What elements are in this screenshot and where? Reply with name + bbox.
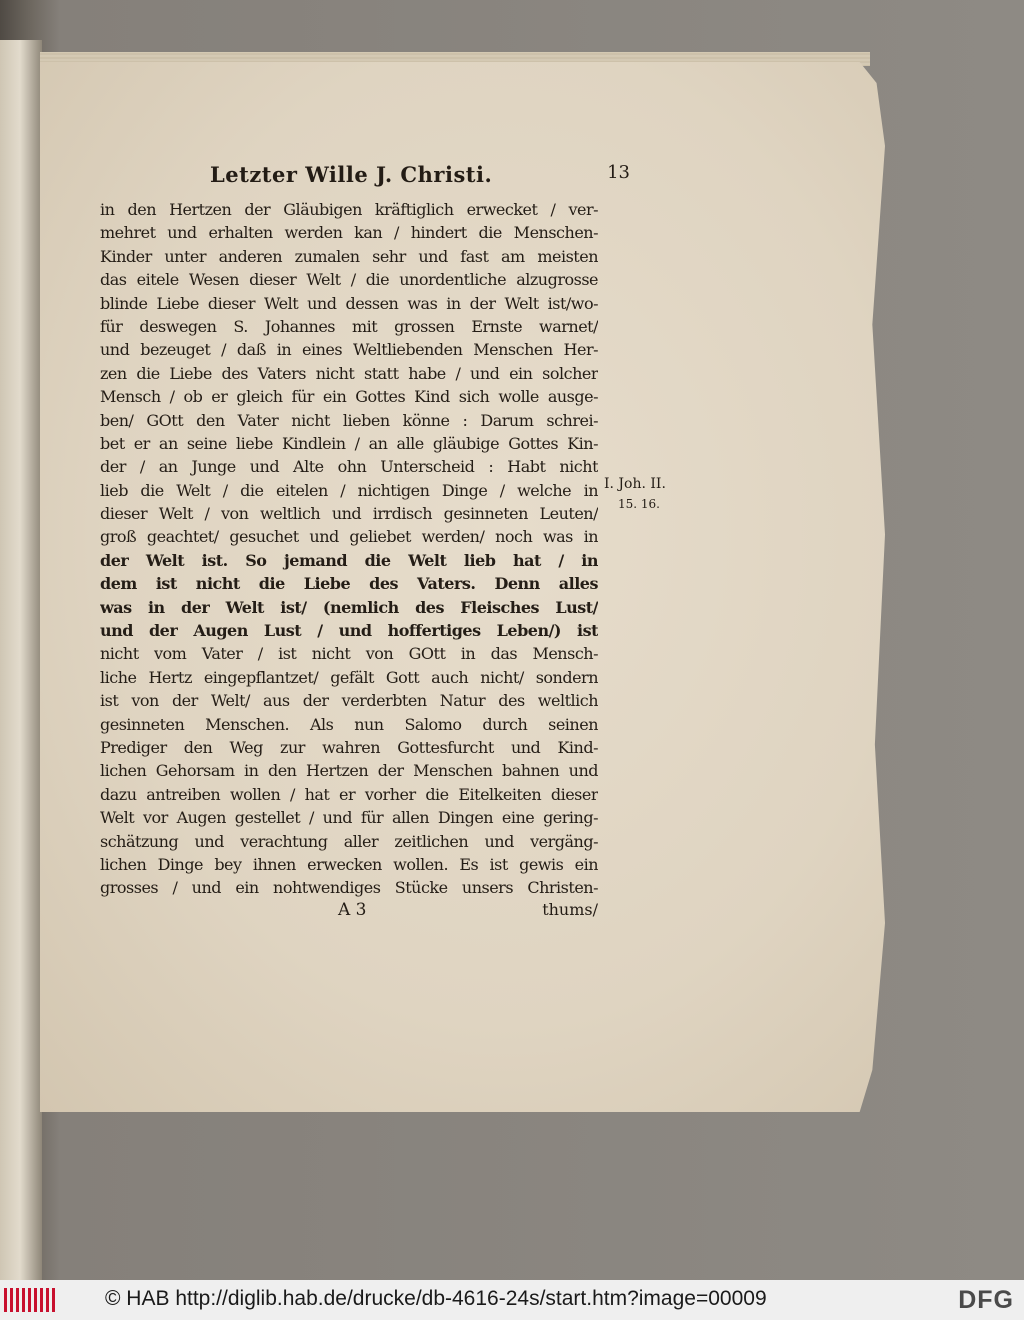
- text-line: blinde Liebe dieser Welt und dessen was in der Welt ist/wo-: [100, 293, 598, 313]
- footer-permalink[interactable]: © HAB http://diglib.hab.de/drucke/db-4616-24s/start.htm?image=00009: [105, 1287, 767, 1310]
- text-line: für deswegen S. Johannes mit grossen Ernste warnet/: [100, 316, 598, 336]
- text-line: was in der Welt ist/ (nemlich des Fleisches Lust/: [100, 597, 598, 617]
- text-line: dazu antreiben wollen / hat er vorher die Eitelkeiten dieser: [100, 784, 598, 804]
- text-line: bet er an seine liebe Kindlein / an alle gläubige Gottes Kin-: [100, 433, 598, 453]
- running-title: Letzter Wille J. Christi.: [210, 162, 493, 187]
- margin-note-line: I. Joh. II.: [604, 476, 666, 492]
- catch-line: [100, 900, 598, 926]
- text-line: Welt vor Augen gestellet / und für allen Dingen eine gering-: [100, 808, 598, 828]
- text-line: und bezeuget / daß in eines Weltliebenden Menschen Her-: [100, 340, 598, 360]
- margin-note: [604, 474, 684, 514]
- text-line: in den Hertzen der Gläubigen kräftiglich erwecket / ver-: [100, 200, 598, 219]
- text-line: dem ist nicht die Liebe des Vaters. Denn alles: [100, 574, 598, 594]
- footer-bar: [0, 1280, 1024, 1320]
- body-text: [100, 198, 598, 900]
- page-number: 13: [607, 162, 630, 183]
- barcode-icon: [4, 1288, 56, 1312]
- text-line: groß geachtet/ gesuchet und geliebet werden/ noch was in: [100, 527, 598, 547]
- text-line: zen die Liebe des Vaters nicht statt habe / und ein solcher: [100, 363, 598, 383]
- text-line: schätzung und verachtung aller zeitlichen und vergäng-: [100, 831, 598, 851]
- text-line: mehret und erhalten werden kan / hindert die Menschen-: [100, 223, 598, 243]
- text-line: ben/ GOtt den Vater nicht lieben könne : Darum schrei-: [100, 410, 598, 430]
- text-line: das eitele Wesen dieser Welt / die unordentliche alzugrosse: [100, 270, 598, 290]
- text-line: lieb die Welt / die eitelen / nichtigen Dinge / welche in: [100, 480, 598, 500]
- text-line: ist von der Welt/ aus der verderbten Natur des weltlich: [100, 691, 598, 711]
- text-line: gesinneten Menschen. Als nun Salomo durch seinen: [100, 714, 598, 734]
- text-line: Mensch / ob er gleich für ein Gottes Kind sich wolle ausge-: [100, 387, 598, 407]
- text-line: dieser Welt / von weltlich und irrdisch gesinneten Leuten/: [100, 504, 598, 524]
- margin-note-line: 15. 16.: [618, 497, 660, 511]
- facing-page-edge: [0, 40, 42, 1280]
- text-line: und der Augen Lust / und hoffertiges Leben/) ist: [100, 621, 598, 641]
- catchword: thums/: [542, 900, 598, 919]
- running-head: [210, 162, 630, 190]
- text-line: der Welt ist. So jemand die Welt lieb hat / in: [100, 550, 598, 570]
- text-line: Prediger den Weg zur wahren Gottesfurcht und Kind-: [100, 737, 598, 757]
- text-line: grosses / und ein nohtwendiges Stücke unsers Christen-: [100, 878, 598, 898]
- text-line: Kinder unter anderen zumalen sehr und fast am meisten: [100, 246, 598, 266]
- signature-mark: A 3: [338, 900, 367, 920]
- text-line: liche Hertz eingepflantzet/ gefält Gott auch nicht/ sondern: [100, 667, 598, 687]
- text-line: nicht vom Vater / ist nicht von GOtt in das Mensch-: [100, 644, 598, 664]
- text-line: lichen Dinge bey ihnen erwecken wollen. Es ist gewis ein: [100, 854, 598, 874]
- dfg-logo: DFG: [958, 1286, 1014, 1314]
- text-line: der / an Junge und Alte ohn Unterscheid : Habt nicht: [100, 457, 598, 477]
- text-line: lichen Gehorsam in den Hertzen der Menschen bahnen und: [100, 761, 598, 781]
